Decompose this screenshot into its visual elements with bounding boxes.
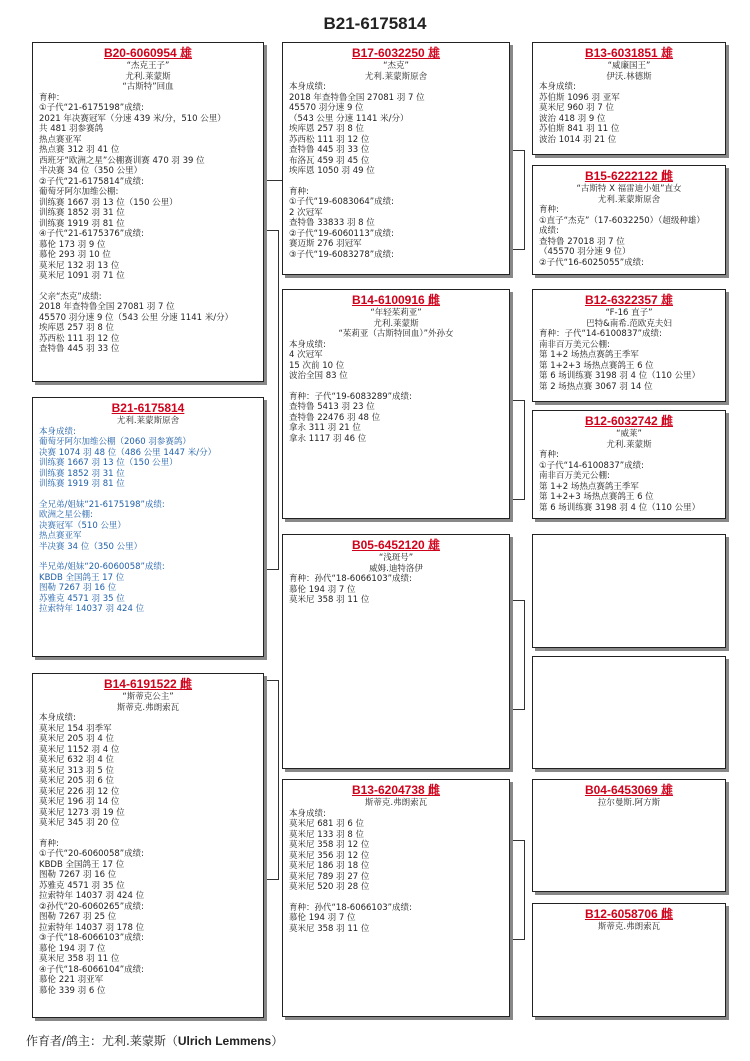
achievement-line: 莫米尼 520 羽 28 位 bbox=[289, 882, 370, 892]
connector-sd bbox=[513, 400, 525, 500]
achievement-list bbox=[539, 205, 719, 268]
achievement-line: 莫米尼 345 羽 20 位 bbox=[39, 818, 120, 828]
achievement-line: ①子代“21-6175198”成绩: bbox=[39, 103, 145, 113]
achievement-line: 训练赛 1667 羽 13 位（150 公里） bbox=[39, 458, 178, 468]
pedigree-box-ssd: B15-6222122 雌 “古斯特 X 福雷迪小姐”直女 尤利.莱蒙斯原舍 育种: ①直子“杰克”（17-6032250）（超级种雄） 成绩: 查特鲁 27018 羽 7 位 （45570 羽分速 9 位） ②子代“16-6025055”成绩: bbox=[532, 165, 726, 275]
achievement-line: 图勒 7267 羽 16 位 bbox=[39, 870, 117, 880]
connector-dam bbox=[267, 680, 279, 880]
achievement-list bbox=[289, 82, 503, 260]
achievement-line: 西班牙“欧洲之星”公棚赛训赛 470 羽 39 位 bbox=[39, 155, 205, 166]
achievement-line: ①子代“19-6083064”成绩: bbox=[289, 197, 395, 207]
achievement-line: 本身成绩: bbox=[289, 339, 326, 350]
achievement-line: ②子代“16-6025055”成绩: bbox=[539, 257, 645, 268]
pedigree-box-sire-sire: B17-6032250 雄 “杰克” 尤利.莱蒙斯原舍 本身成绩: 2018 年查特鲁全国 27081 羽 7 位 45570 羽分速 9 位 （543 公里 分速 1141 米/分） 埃库恩 257 羽 8 位 苏西松 111 羽 12 位 查特鲁 445 羽 33 位 布洛瓦 459 羽 45 位 埃库恩 1050 羽 49 位 育种: ①子代“19-6083064”成绩: 2 次冠军 查特鲁 33833 羽 8 位 ②子代“19-6060113”成绩: 赛迈斯 276 羽冠军 ③子代“19-6083278”成绩: bbox=[282, 42, 510, 275]
achievement-line: ①子代“14-6100837”成绩: bbox=[539, 460, 645, 471]
achievement-line: 查特鲁 445 羽 33 位 bbox=[39, 344, 120, 354]
achievement-line: 莫米尼 358 羽 11 位 bbox=[289, 923, 370, 934]
achievement-line: 苏西松 111 羽 12 位 bbox=[39, 333, 120, 344]
achievement-line: 热点赛亚军 bbox=[39, 531, 82, 541]
achievement-line: 莫米尼 960 羽 7 位 bbox=[539, 103, 614, 113]
achievement-line: 育种: bbox=[539, 205, 559, 215]
achievement-line: 4 次冠军 bbox=[289, 350, 323, 360]
achievement-line: 第 6 场训练赛 3198 羽 4 位（110 公里） bbox=[539, 502, 701, 513]
achievement-line: ②子代“19-6060113”成绩: bbox=[289, 228, 395, 239]
achievement-line: 慕伦 293 羽 10 位 bbox=[39, 250, 111, 260]
achievement-line bbox=[39, 490, 257, 500]
achievement-line: ②子代“21-6175814”成绩: bbox=[39, 176, 145, 187]
achievement-line: 莫米尼 358 羽 11 位 bbox=[39, 954, 120, 964]
achievement-line: 训练赛 1852 羽 31 位 bbox=[39, 468, 125, 479]
achievement-line: 查特鲁 22476 羽 48 位 bbox=[289, 412, 381, 423]
ring-number: B21-6175814 bbox=[111, 401, 185, 415]
achievement-line: 第 6 场训练赛 3198 羽 4 位（110 公里） bbox=[539, 371, 701, 381]
achievement-line: 慕伦 173 羽 9 位 bbox=[39, 239, 106, 250]
achievement-line: 父亲“杰克”成绩: bbox=[39, 291, 102, 302]
achievement-line: 莫米尼 356 羽 12 位 bbox=[289, 850, 370, 861]
pedigree-box-subject: B21-6175814 尤利.莱蒙斯原舍 本身成绩: 葡萄牙阿尔加维公棚（2060 羽参赛鸽） 决赛 1074 羽 48 位（486 公里 1447 米/分） 训练赛 1667 羽 13 位（150 公里） 训练赛 1852 羽 31 位 训练赛 1919 羽 81 位 全兄弟/姐妹“21-6175198”成绩: 欧洲之星公棚: 决赛冠军（510 公里） 热点赛亚军 半决赛 34 位（350 公里） 半兄弟/姐妹“20-6060058”成绩: KBDB 全国鸽王 17 位 图勒 7267 羽 16 位 苏雅克 4571 羽 35 位 拉索特年 14037 羽 424 位 bbox=[32, 397, 264, 657]
achievement-line: 莫米尼 789 羽 27 位 bbox=[289, 871, 370, 882]
connector-ds bbox=[513, 600, 525, 710]
ring-number: B13-6031851 雄 bbox=[584, 46, 674, 60]
achievement-line: 2021 年决赛冠军（分速 439 米/分，510 公里） bbox=[39, 113, 226, 124]
achievement-line: 莫米尼 632 羽 4 位 bbox=[39, 755, 114, 765]
achievement-line: 育种：孙代“18-6066103”成绩: bbox=[289, 902, 412, 913]
achievement-line: 莫米尼 205 羽 6 位 bbox=[39, 776, 114, 786]
achievement-line: 拉索特年 14037 羽 424 位 bbox=[39, 604, 145, 614]
achievement-line: 莫米尼 186 羽 18 位 bbox=[289, 861, 370, 871]
achievement-line: 慕伦 339 羽 6 位 bbox=[39, 985, 106, 996]
achievement-line: 查特鲁 27018 羽 7 位 bbox=[539, 236, 625, 247]
achievement-line: 成绩: bbox=[539, 226, 559, 236]
achievement-line: 本身成绩: bbox=[39, 713, 76, 723]
achievement-line: 赛迈斯 276 羽冠军 bbox=[289, 239, 362, 249]
pedigree-box-sire-dam: B14-6100916 雌 “年轻茱莉亚” 尤利.莱蒙斯 “茱莉亚（古斯特回血）”外孙女 本身成绩: 4 次冠军 15 次前 10 位 波治全国 83 位 育种：子代“19-6083289”成绩: 查特鲁 5413 羽 23 位 查特鲁 22476 羽 48 位 拿永 311 羽 21 位 拿永 1117 羽 46 位 bbox=[282, 289, 510, 519]
achievement-line: 莫米尼 196 羽 14 位 bbox=[39, 797, 120, 807]
connector-dd bbox=[513, 840, 525, 940]
ring-number: B17-6032250 雄 bbox=[351, 46, 441, 60]
achievement-line bbox=[39, 829, 257, 839]
pedigree-box-sss: B13-6031851 雄 “威廉国王” 伊沃.林德斯 本身成绩: 苏伯斯 1096 羽 亚军 莫米尼 960 羽 7 位 波治 418 羽 9 位 苏伯斯 841 羽 11 位 波治 1014 羽 21 位 bbox=[532, 42, 726, 155]
connector-sire bbox=[267, 230, 279, 570]
achievement-line: 第 1+2 场热点赛鸽王季军 bbox=[539, 350, 639, 360]
page-title: B21-6175814 bbox=[323, 14, 427, 33]
achievement-line: 45570 羽分速 9 位 bbox=[289, 103, 364, 113]
achievement-line: 莫米尼 226 羽 12 位 bbox=[39, 786, 120, 797]
achievement-line: 慕伦 194 羽 7 位 bbox=[39, 943, 106, 954]
achievement-line: ①直子“杰克”（17-6032250）（超级种雄） bbox=[539, 215, 705, 226]
achievement-line: 布洛瓦 459 羽 45 位 bbox=[289, 155, 370, 166]
pedigree-box-dds: B04-6453069 雄 拉尔曼斯.阿方斯 bbox=[532, 779, 726, 892]
achievement-line: 莫米尼 1091 羽 71 位 bbox=[39, 271, 125, 281]
achievement-line: 热点赛 312 羽 41 位 bbox=[39, 145, 120, 155]
achievement-line: 慕伦 194 羽 7 位 bbox=[289, 913, 356, 923]
achievement-line: ④子代“21-6175376”成绩: bbox=[39, 229, 145, 239]
achievement-line: 苏雅克 4571 羽 35 位 bbox=[39, 593, 125, 604]
achievement-line: 埃库恩 1050 羽 49 位 bbox=[289, 166, 375, 176]
achievement-line: 莫米尼 313 羽 5 位 bbox=[39, 765, 114, 776]
achievement-line bbox=[39, 282, 257, 292]
achievement-line: 第 2 场热点赛 3067 羽 14 位 bbox=[539, 381, 653, 392]
achievement-line: 莫米尼 358 羽 12 位 bbox=[289, 840, 370, 850]
achievement-line: 训练赛 1667 羽 13 位（150 公里） bbox=[39, 197, 178, 208]
ring-number: B04-6453069 雄 bbox=[584, 783, 674, 797]
achievement-list bbox=[39, 427, 257, 615]
achievement-line: 决赛冠军（510 公里） bbox=[39, 520, 126, 531]
achievement-line: ②孙代“20-6060265”成绩: bbox=[39, 901, 145, 912]
achievement-line: 莫米尼 1152 羽 4 位 bbox=[39, 744, 120, 755]
achievement-line: 育种： bbox=[39, 92, 65, 103]
achievement-line: 决赛 1074 羽 48 位（486 公里 1447 米/分） bbox=[39, 447, 217, 458]
achievement-line: 莫米尼 358 羽 11 位 bbox=[289, 595, 370, 605]
achievement-list bbox=[39, 93, 257, 355]
achievement-line: 慕伦 194 羽 7 位 bbox=[289, 584, 356, 595]
achievement-line: 训练赛 1919 羽 81 位 bbox=[39, 479, 125, 489]
pedigree-box-dsd bbox=[532, 656, 726, 769]
pedigree-box-dam-dam: B13-6204738 雌 斯蒂克.弗朗索瓦 本身成绩: 莫米尼 681 羽 6 位 莫米尼 133 羽 8 位 莫米尼 358 羽 12 位 莫米尼 356 羽 12 位 莫米尼 186 羽 18 位 莫米尼 789 羽 27 位 莫米尼 520 羽 28 位 育种：孙代“18-6066103”成绩: 慕伦 194 羽 7 位 莫米尼 358 羽 11 位 bbox=[282, 779, 510, 1017]
achievement-line: 拉索特年 14037 羽 178 位 bbox=[39, 922, 145, 933]
achievement-line: 莫米尼 154 羽季军 bbox=[39, 723, 112, 734]
achievement-line: 2018 年查特鲁全国 27081 羽 7 位 bbox=[289, 92, 425, 103]
achievement-line: 莫米尼 1273 羽 19 位 bbox=[39, 807, 125, 818]
achievement-line: KBDB 全国鸽王 17 位 bbox=[39, 859, 125, 870]
achievement-list bbox=[39, 713, 257, 996]
ring-number: B15-6222122 雌 bbox=[584, 169, 674, 183]
achievement-line: 南非百万美元公棚: bbox=[539, 339, 610, 350]
achievement-line: 本身成绩: bbox=[539, 82, 576, 92]
achievement-line: 育种: bbox=[39, 838, 59, 849]
achievement-line bbox=[289, 382, 503, 392]
achievement-line: 拉索特年 14037 羽 424 位 bbox=[39, 891, 145, 901]
achievement-line: 莫米尼 681 羽 6 位 bbox=[289, 819, 364, 829]
achievement-line: 苏伯斯 1096 羽 亚军 bbox=[539, 92, 620, 103]
achievement-line: 45570 羽分速 9 位（543 公里 分速 1141 米/分） bbox=[39, 312, 234, 323]
achievement-line: 莫米尼 205 羽 4 位 bbox=[39, 734, 114, 744]
achievement-line: 慕伦 221 羽亚军 bbox=[39, 975, 104, 985]
breeder-footer: 作育者/鸽主：尤利.莱蒙斯（Ulrich Lemmens） bbox=[26, 1034, 284, 1048]
achievement-line: 查特鲁 5413 羽 23 位 bbox=[289, 402, 375, 412]
ring-number: B14-6100916 雌 bbox=[351, 293, 441, 307]
achievement-line: 葡萄牙阿尔加维公棚: bbox=[39, 187, 119, 197]
achievement-line: 本身成绩: bbox=[289, 808, 326, 819]
achievement-line: 育种：孙代“18-6066103”成绩: bbox=[289, 574, 412, 584]
pedigree-box-sdd: B12-6032742 雌 “威莱” 尤利.莱蒙斯 育种: ①子代“14-6100837”成绩: 南非百万美元公棚: 第 1+2 场热点赛鸽王季军 第 1+2+3 场热点赛鸽王 6 位 第 6 场训练赛 3198 羽 4 位（110 公里） bbox=[532, 410, 726, 519]
achievement-line: 2018 年查特鲁全国 27081 羽 7 位 bbox=[39, 302, 175, 312]
achievement-line: 2 次冠军 bbox=[289, 207, 323, 218]
achievement-line: 本身成绩: bbox=[39, 426, 76, 437]
achievement-line: 苏西松 111 羽 12 位 bbox=[289, 134, 370, 145]
connector-ss bbox=[513, 150, 525, 250]
achievement-line: 半兄弟/姐妹“20-6060058”成绩: bbox=[39, 562, 165, 572]
pedigree-box-sire: B20-6060954 雄 “杰克王子” 尤利.莱蒙斯 “古斯特”回血 育种： ①子代“21-6175198”成绩: 2021 年决赛冠军（分速 439 米/分，510 公里） 共 481 羽参赛鸽 热点赛亚军 热点赛 312 羽 41 位 西班牙“欧洲之星”公棚赛训赛 470 羽 39 位 半决赛 34 位（350 公里） ②子代“21-6175814”成绩: 葡萄牙阿尔加维公棚: 训练赛 1667 羽 13 位（150 公里） 训练赛 1852 羽 31 位 训练赛 1919 羽 81 位 ④子代“21-6175376”成绩: 慕伦 173 羽 9 位 慕伦 293 羽 10 位 莫米尼 132 羽 13 位 莫米尼 1091 羽 71 位 父亲“杰克”成绩: 2018 年查特鲁全国 27081 羽 7 位 45570 羽分速 9 位（543 公里 分速 1141 米/分） 埃库恩 257 羽 8 位 苏西松 111 羽 12 位 查特鲁 445 羽 33 位 bbox=[32, 42, 264, 382]
pedigree-box-dam-sire: B05-6452120 雄 “浅斑号” 威姆.迪特洛伊 育种：孙代“18-6066103”成绩: 慕伦 194 羽 7 位 莫米尼 358 羽 11 位 bbox=[282, 534, 510, 769]
achievement-line bbox=[289, 177, 503, 187]
achievement-line: 埃库恩 257 羽 8 位 bbox=[39, 323, 114, 333]
achievement-line: 苏伯斯 841 羽 11 位 bbox=[539, 124, 620, 134]
achievement-line: ③子代“19-6083278”成绩: bbox=[289, 249, 395, 260]
ring-number: B20-6060954 雄 bbox=[103, 46, 193, 60]
ring-number: B05-6452120 雄 bbox=[351, 538, 441, 552]
achievement-list bbox=[289, 574, 503, 606]
achievement-line: 拿永 311 羽 21 位 bbox=[289, 423, 361, 433]
achievement-line: 波治全国 83 位 bbox=[289, 371, 348, 381]
achievement-list bbox=[539, 450, 719, 513]
achievement-line: 第 1+2 场热点赛鸽王季军 bbox=[539, 481, 639, 492]
achievement-line: 热点赛亚军 bbox=[39, 134, 82, 145]
achievement-line: （543 公里 分速 1141 米/分） bbox=[289, 113, 409, 124]
achievement-line: 共 481 羽参赛鸽 bbox=[39, 124, 104, 134]
achievement-line: 15 次前 10 位 bbox=[289, 360, 345, 371]
achievement-line: 第 1+2+3 场热点赛鸽王 6 位 bbox=[539, 360, 654, 371]
achievement-line: 南非百万美元公棚: bbox=[539, 471, 610, 481]
achievement-line: 波治 418 羽 9 位 bbox=[539, 113, 606, 124]
achievement-line: 波治 1014 羽 21 位 bbox=[539, 134, 617, 145]
achievement-line bbox=[289, 893, 503, 903]
achievement-line: 欧洲之星公棚: bbox=[39, 510, 93, 520]
achievement-line: 拿永 1117 羽 46 位 bbox=[289, 433, 367, 444]
achievement-line: 葡萄牙阿尔加维公棚（2060 羽参赛鸽） bbox=[39, 437, 191, 447]
achievement-line: 查特鲁 445 羽 33 位 bbox=[289, 145, 370, 155]
pedigree-box-ddd: B12-6058706 雌 斯蒂克.弗朗索瓦 bbox=[532, 903, 726, 1017]
achievement-line: 半决赛 34 位（350 公里） bbox=[39, 541, 143, 552]
achievement-list bbox=[289, 809, 503, 935]
achievement-line: （45570 羽分速 9 位） bbox=[539, 247, 631, 257]
pedigree-box-sds: B12-6322357 雄 “F-16 直子” 巴特&南希.范欧克夫妇 育种：子代“14-6100837”成绩: 南非百万美元公棚: 第 1+2 场热点赛鸽王季军 第 1+2+3 场热点赛鸽王 6 位 第 6 场训练赛 3198 羽 4 位（110 公里） 第 2 场热点赛 3067 羽 14 位 bbox=[532, 289, 726, 402]
achievement-line: 半决赛 34 位（350 公里） bbox=[39, 166, 143, 176]
achievement-line: 莫米尼 132 羽 13 位 bbox=[39, 260, 120, 271]
ring-number: B12-6058706 雌 bbox=[584, 907, 674, 921]
ring-number: B12-6322357 雄 bbox=[584, 293, 674, 307]
ring-number: B13-6204738 雌 bbox=[351, 783, 441, 797]
achievement-list bbox=[289, 340, 503, 445]
achievement-line: 苏雅克 4571 羽 35 位 bbox=[39, 880, 125, 891]
achievement-line bbox=[39, 552, 257, 562]
pedigree-box-dss bbox=[532, 534, 726, 648]
achievement-list bbox=[539, 329, 719, 392]
achievement-line: 第 1+2+3 场热点赛鸽王 6 位 bbox=[539, 492, 654, 502]
ring-number: B12-6032742 雌 bbox=[584, 414, 674, 428]
achievement-line: 育种: bbox=[289, 186, 309, 197]
achievement-line: 本身成绩: bbox=[289, 82, 326, 92]
achievement-line: ③子代“18-6066103”成绩: bbox=[39, 933, 145, 943]
achievement-line: 查特鲁 33833 羽 8 位 bbox=[289, 218, 375, 228]
achievement-line: 图勒 7267 羽 25 位 bbox=[39, 912, 117, 922]
achievement-line: 埃库恩 257 羽 8 位 bbox=[289, 124, 364, 134]
achievement-line: 育种: bbox=[539, 450, 559, 460]
ring-number: B14-6191522 雌 bbox=[103, 677, 193, 691]
achievement-list bbox=[539, 82, 719, 145]
achievement-line: 莫米尼 133 羽 8 位 bbox=[289, 829, 364, 840]
achievement-line: 训练赛 1852 羽 31 位 bbox=[39, 208, 125, 218]
achievement-line: 育种：子代“19-6083289”成绩: bbox=[289, 391, 412, 402]
achievement-line: 全兄弟/姐妹“21-6175198”成绩: bbox=[39, 499, 165, 510]
achievement-line: ①子代“20-6060058”成绩: bbox=[39, 849, 145, 859]
achievement-line: 训练赛 1919 羽 81 位 bbox=[39, 218, 125, 229]
achievement-line: 图勒 7267 羽 16 位 bbox=[39, 583, 117, 593]
pedigree-box-dam: B14-6191522 雌 “斯蒂克公主” 斯蒂克.弗朗索瓦 本身成绩: 莫米尼 154 羽季军 莫米尼 205 羽 4 位 莫米尼 1152 羽 4 位 莫米尼 632 羽 4 位 莫米尼 313 羽 5 位 莫米尼 205 羽 6 位 莫米尼 226 羽 12 位 莫米尼 196 羽 14 位 莫米尼 1273 羽 19 位 莫米尼 345 羽 20 位 育种: ①子代“20-6060058”成绩: KBDB 全国鸽王 17 位 图勒 7267 羽 16 位 苏雅克 4571 羽 35 位 拉索特年 14037 羽 424 位 ②孙代“20-6060265”成绩: 图勒 7267 羽 25 位 拉索特年 14037 羽 178 位 ③子代“18-6066103”成绩: 慕伦 194 羽 7 位 莫米尼 358 羽 11 位 ④子代“18-6066104”成绩: 慕伦 221 羽亚军 慕伦 339 羽 6 位 bbox=[32, 673, 264, 1018]
achievement-line: KBDB 全国鸽王 17 位 bbox=[39, 572, 125, 583]
achievement-line: ④子代“18-6066104”成绩: bbox=[39, 964, 145, 975]
achievement-line: 育种：子代“14-6100837”成绩: bbox=[539, 329, 662, 339]
